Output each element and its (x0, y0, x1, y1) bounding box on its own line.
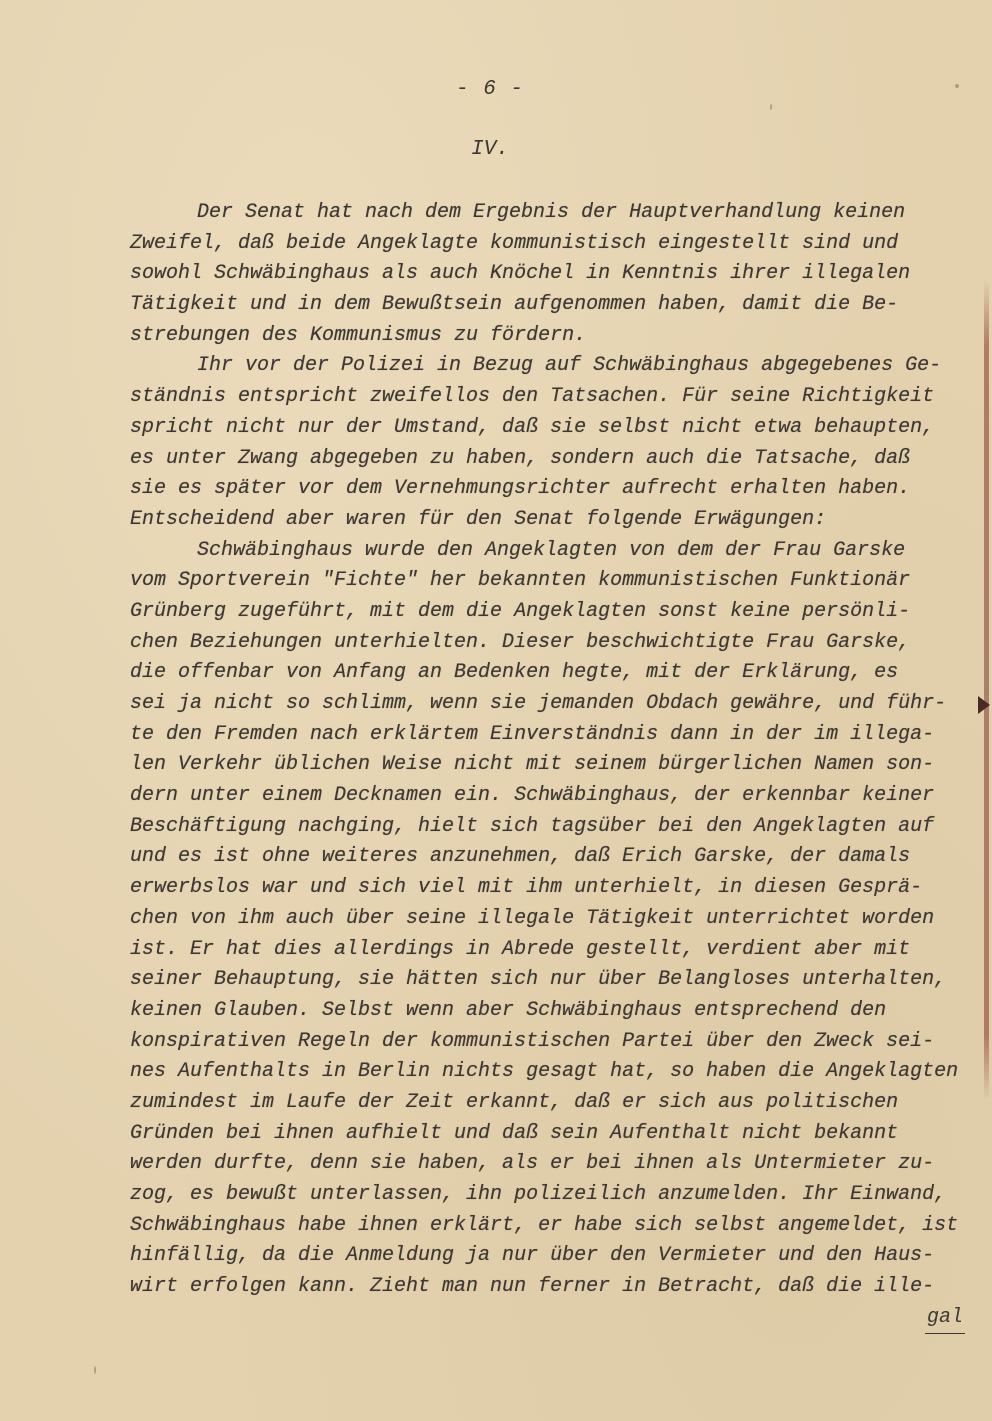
text-line: Grünberg zugeführt, mit dem die Angeklagten sonst keine persönli- (130, 599, 911, 623)
text-line: seiner Behauptung, sie hätten sich nur über Belangloses unterhalten, (130, 968, 947, 992)
text-line: chen Beziehungen unterhielten. Dieser beschwichtigte Frau Garske, (130, 630, 911, 654)
text-line: te den Fremden nach erklärtem Einverständnis dann in der im illega- (130, 722, 935, 746)
paper-speck (955, 84, 959, 88)
section-heading: IV. (471, 138, 509, 161)
text-line: chen von ihm auch über seine illegale Tätigkeit unterrichtet worden (130, 906, 935, 930)
page-number: - 6 - (455, 78, 524, 101)
text-line: sei ja nicht so schlimm, wenn sie jemanden Obdach gewähre, und führ- (130, 692, 947, 715)
text-line: keinen Glauben. Selbst wenn aber Schwäbinghaus entsprechend den (130, 998, 887, 1022)
text-line: es unter Zwang abgegeben zu haben, sondern auch die Tatsache, daß (130, 446, 911, 470)
text-line: sowohl Schwäbinghaus als auch Knöchel in Kenntnis ihrer illegalen (130, 262, 911, 286)
text-line: erwerbslos war und sich viel mit ihm unterhielt, in diesen Gesprä- (130, 876, 923, 900)
text-line: Entscheidend aber waren für den Senat folgende Erwägungen: (130, 507, 827, 531)
text-line: ist. Er hat dies allerdings in Abrede gestellt, verdient aber mit (130, 937, 911, 961)
text-line: Tätigkeit und in dem Bewußtsein aufgenommen haben, damit die Be- (130, 293, 899, 317)
text-line: wirt erfolgen kann. Zieht man nun ferner in Betracht, daß die ille- (130, 1275, 935, 1299)
text-line: Schwäbinghaus wurde den Angeklagten von dem der Frau Garske (197, 538, 906, 562)
body-text (130, 198, 980, 1303)
text-line: nes Aufenthalts in Berlin nichts gesagt hat, so haben die Angeklagten (130, 1060, 959, 1084)
text-line: dern unter einem Decknamen ein. Schwäbinghaus, der erkennbar keiner (130, 784, 935, 808)
text-line: hinfällig, da die Anmeldung ja nur über den Vermieter und den Haus- (130, 1244, 935, 1268)
text-line: vom Sportverein "Fichte" her bekannten kommunistischen Funktionär (130, 569, 911, 593)
binding-edge (984, 280, 989, 1100)
text-line: strebungen des Kommunismus zu fördern. (130, 323, 587, 347)
binding-mark (978, 696, 990, 714)
text-line: Beschäftigung nachging, hielt sich tagsüber bei den Angeklagten auf (130, 814, 935, 838)
catchword: gal (925, 1303, 965, 1334)
text-line: Schwäbinghaus habe ihnen erklärt, er habe sich selbst angemeldet, ist (130, 1213, 959, 1237)
text-line: Ihr vor der Polizei in Bezug auf Schwäbinghaus abgegebenes Ge- (197, 354, 942, 378)
paper-speck (94, 1366, 96, 1374)
text-line: Zweifel, daß beide Angeklagte kommunistisch eingestellt sind und (130, 231, 899, 255)
text-line: die offenbar von Anfang an Bedenken hegte, mit der Erklärung, es (130, 661, 899, 685)
text-line: zumindest im Laufe der Zeit erkannt, daß er sich aus politischen (130, 1090, 899, 1114)
text-line: zog, es bewußt unterlassen, ihn polizeilich anzumelden. Ihr Einwand, (130, 1183, 947, 1206)
text-line: und es ist ohne weiteres anzunehmen, daß Erich Garske, der damals (130, 845, 911, 869)
text-line: Gründen bei ihnen aufhielt und daß sein Aufenthalt nicht bekannt (130, 1121, 899, 1145)
text-line: konspirativen Regeln der kommunistischen Partei über den Zweck sei- (130, 1029, 935, 1053)
paper-speck (770, 104, 772, 110)
text-line: werden durfte, denn sie haben, als er bei ihnen als Untermieter zu- (130, 1152, 935, 1176)
text-line: ständnis entspricht zweifellos den Tatsachen. Für seine Richtigkeit (130, 385, 935, 409)
text-line: Der Senat hat nach dem Ergebnis der Hauptverhandlung keinen (197, 201, 906, 224)
text-line: len Verkehr üblichen Weise nicht mit seinem bürgerlichen Namen son- (130, 753, 935, 777)
text-line: sie es später vor dem Vernehmungsrichter aufrecht erhalten haben. (130, 477, 911, 501)
text-line: spricht nicht nur der Umstand, daß sie selbst nicht etwa behaupten, (130, 415, 935, 439)
